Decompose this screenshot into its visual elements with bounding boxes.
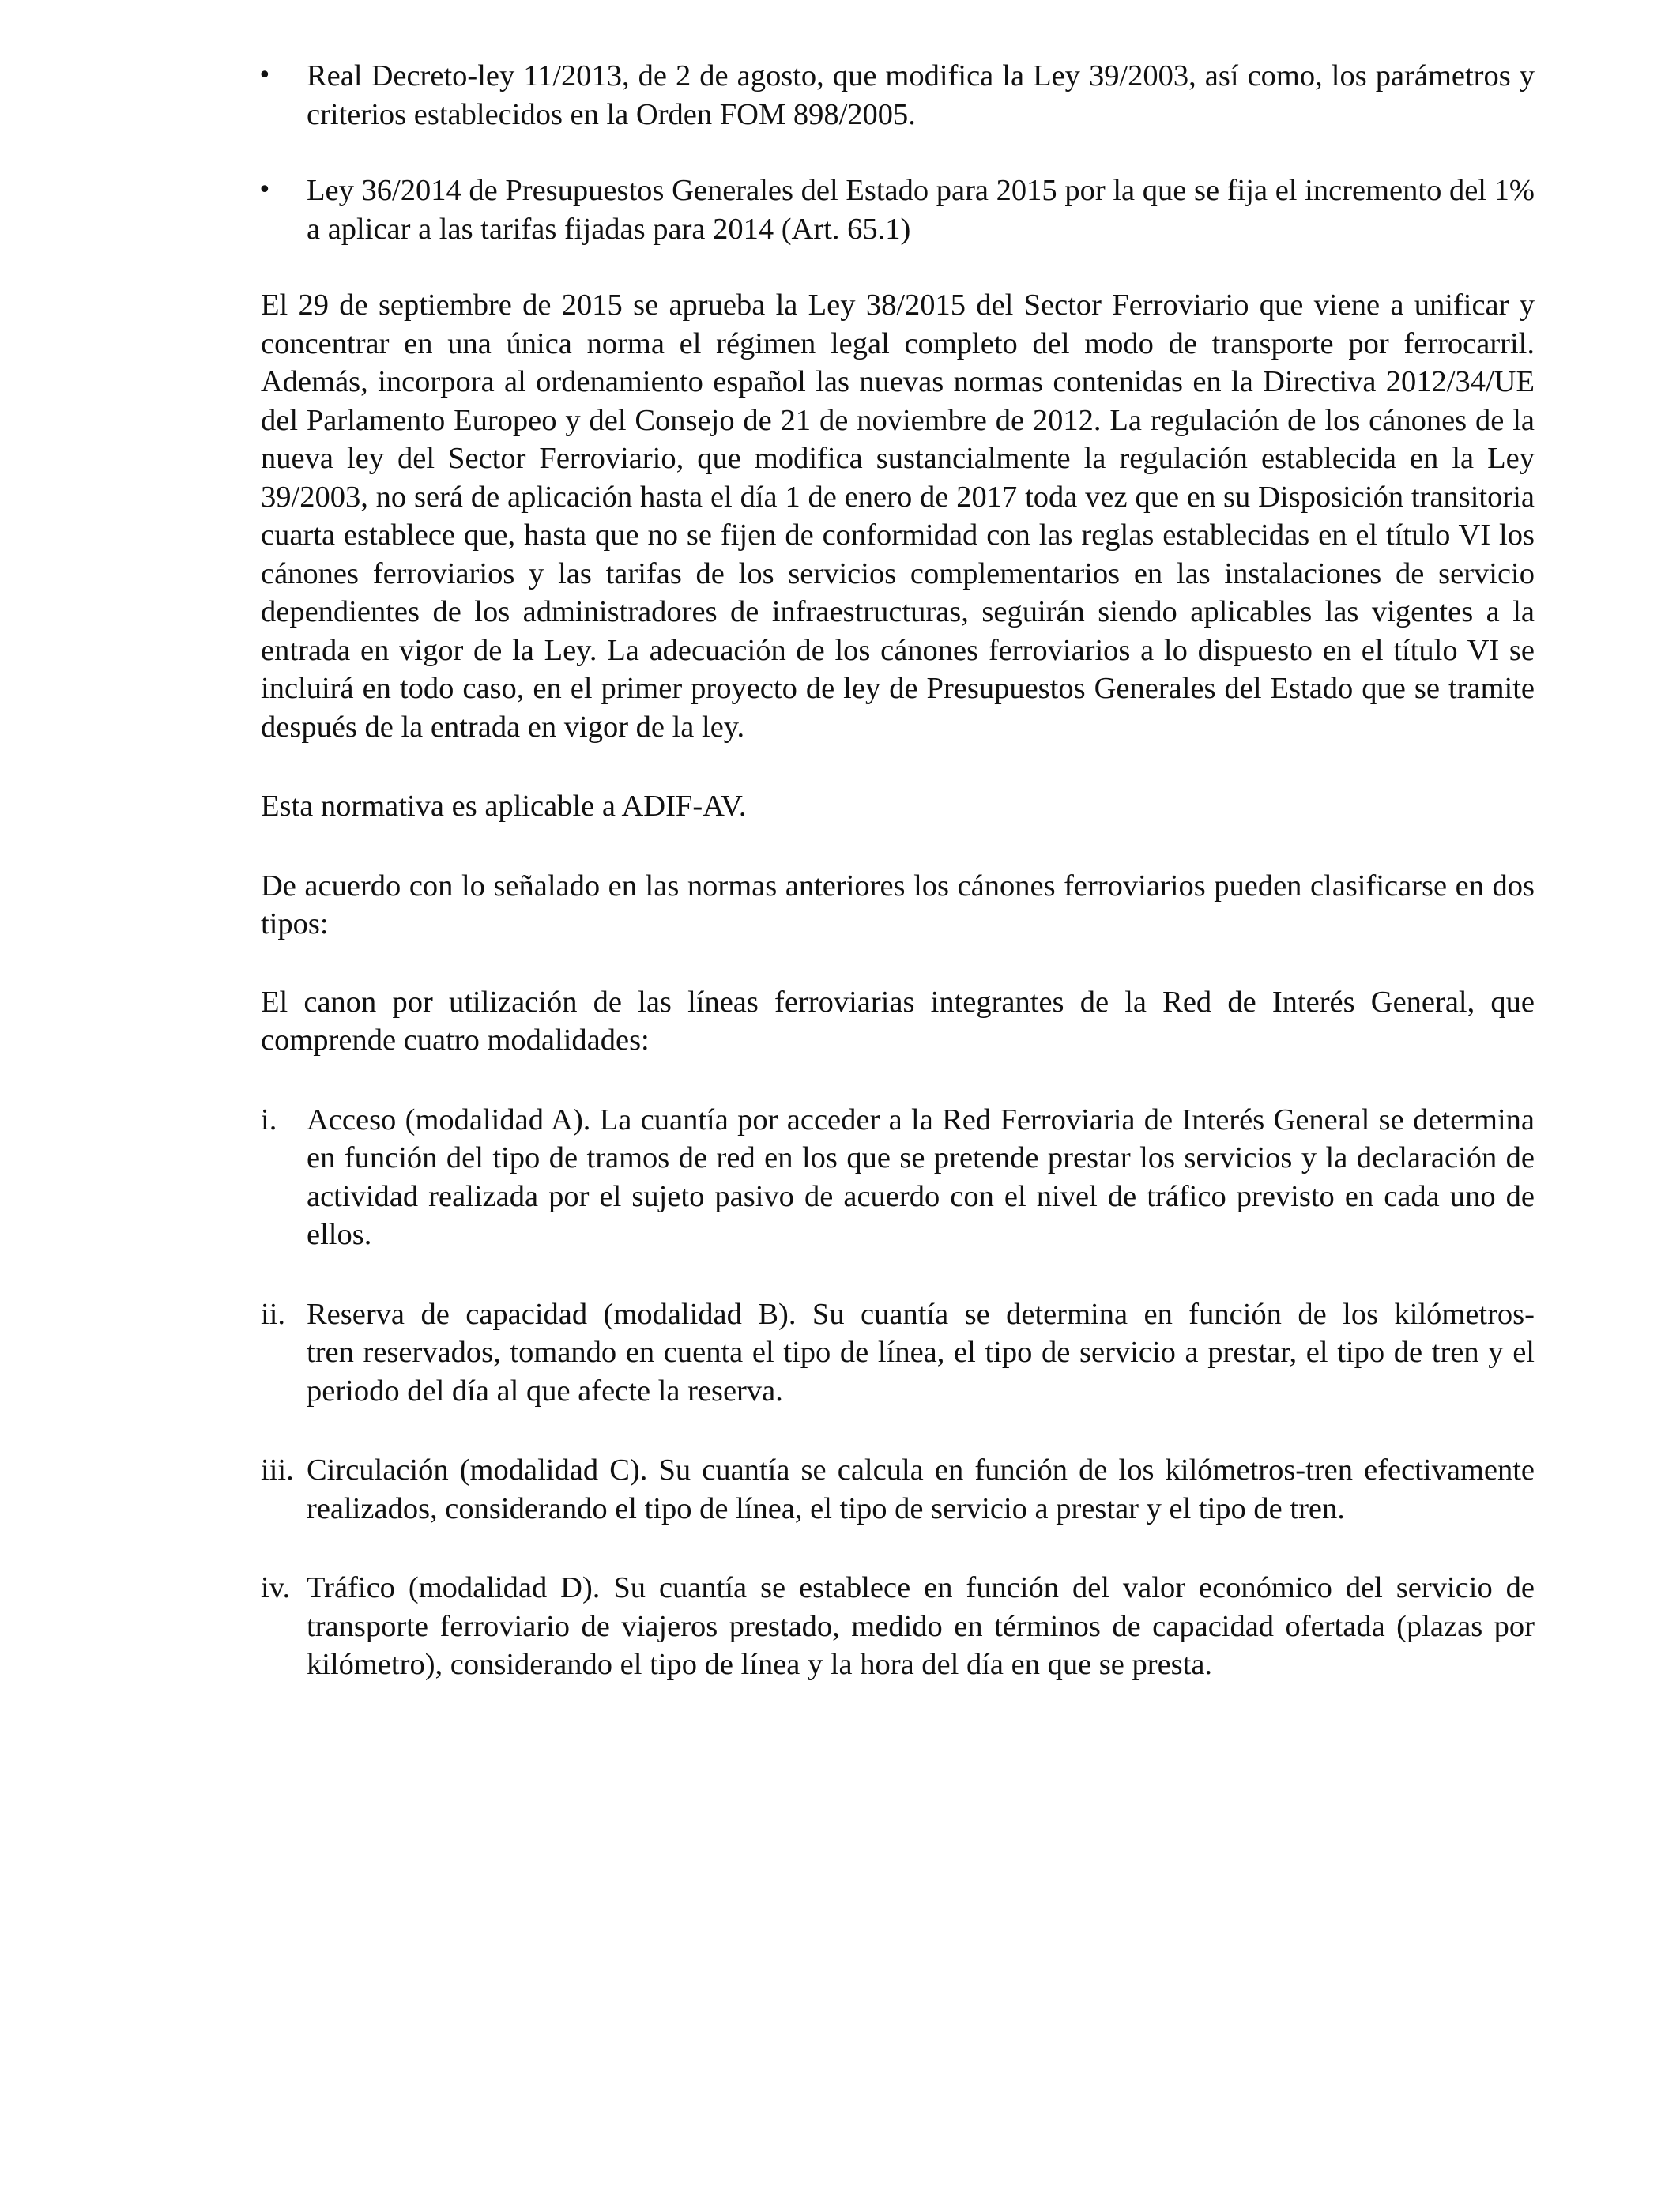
roman-marker: iii. (261, 1453, 294, 1487)
list-item (261, 1295, 1535, 1411)
list-item (261, 1451, 1535, 1528)
bullet-text: Real Decreto-ley 11/2013, de 2 de agosto, que modifica la Ley 39/2003, así como, los parámetros y criterios establecidos en la Orden FOM 898/2005. (307, 59, 1535, 131)
list-item (258, 57, 1535, 134)
list-item (261, 1569, 1535, 1684)
bullet-marker: • (258, 176, 272, 204)
modalidad-text-line1: Reserva de capacidad (modalidad B). Su cuantía se determina en función de los kilómetros- (307, 1297, 1535, 1331)
legislation-bullet-list (258, 57, 1535, 248)
paragraph-aplicable: Esta normativa es aplicable a ADIF-AV. (261, 790, 747, 823)
roman-marker: iv. (261, 1571, 291, 1604)
paragraph-ley-38-2015: El 29 de septiembre de 2015 se aprueba la Ley 38/2015 del Sector Ferroviario que viene a unificar y concentrar en una única norma el régimen legal completo del modo de transporte por ferrocarril. Además, incorpora al ordenamiento español las nuevas normas contenidas en la Directiva 2012/34/UE del Parlamento Europeo y del Consejo de 21 de noviembre de 2012. La regulación de los cánones de la nueva ley del Sector Ferroviario, que modifica sustancialmente la regulación establecida en la Ley 39/2003, no será de aplicación hasta el día 1 de enero de 2017 toda vez que en su Disposición transitoria cuarta establece que, hasta que no se fijen de conformidad con las reglas establecidas en el título VI los cánones ferroviarios y las tarifas de los servicios complementarios en las instalaciones de servicio dependientes de los administradores de infraestructuras, seguirán siendo aplicables las vigentes a la entrada en vigor de la Ley. La adecuación de los cánones ferroviarios a lo dispuesto en el título VI se incluirá en todo caso, en el primer proyecto de ley de Presupuestos Generales del Estado que se tramite después de la entrada en vigor de la ley. (261, 288, 1535, 744)
modalidad-text: Acceso (modalidad A). La cuantía por acceder a la Red Ferroviaria de Interés General se determina en función del tipo de tramos de red en los que se pretende prestar los servicios y la declaración de actividad realizada por el sujeto pasivo de acuerdo con el nivel de tráfico previsto en cada uno de ellos. (307, 1103, 1535, 1251)
list-item (261, 1101, 1535, 1254)
bullet-text: Ley 36/2014 de Presupuestos Generales del Estado para 2015 por la que se fija el incremento del 1% a aplicar a las tarifas fijadas para 2014 (Art. 65.1) (307, 174, 1535, 246)
modalidad-text: Circulación (modalidad C). Su cuantía se calcula en función de los kilómetros-tren efectivamente realizados, considerando el tipo de línea, el tipo de servicio a prestar y el tipo de tren. (307, 1453, 1535, 1525)
roman-marker: i. (261, 1103, 277, 1137)
paragraph-clasificacion: De acuerdo con lo señalado en las normas anteriores los cánones ferroviarios pueden clasificarse en dos tipos: (261, 869, 1535, 941)
modalidades-list (261, 1101, 1535, 1684)
document-page (258, 57, 1535, 1725)
paragraph-canon-utilizacion: El canon por utilización de las líneas ferroviarias integrantes de la Red de Interés General, que comprende cuatro modalidades: (261, 985, 1535, 1057)
bullet-marker: • (258, 62, 272, 89)
list-item (258, 172, 1535, 248)
roman-marker: ii. (261, 1297, 286, 1331)
modalidad-text-rest: tren reservados, tomando en cuenta el tipo de línea, el tipo de servicio a prestar, el tipo de tren y el periodo del día al que afecte la reserva. (307, 1336, 1535, 1408)
modalidad-text: Tráfico (modalidad D). Su cuantía se establece en función del valor económico del servicio de transporte ferroviario de viajeros prestado, medido en términos de capacidad ofertada (plazas por kilómetro), considerando el tipo de línea y la hora del día en que se presta. (307, 1571, 1535, 1681)
